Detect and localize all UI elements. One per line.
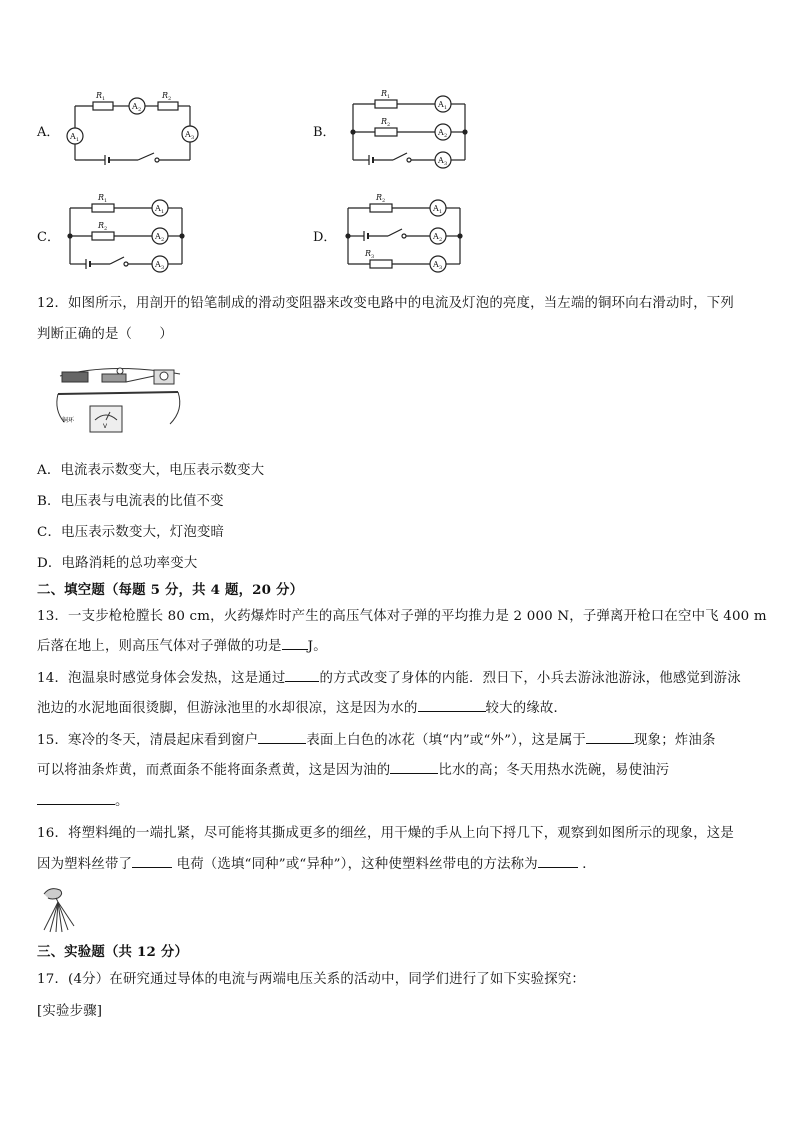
label-r1-sub: 1 (104, 198, 108, 204)
q15-line2 (37, 759, 669, 778)
label-r2: R (162, 91, 169, 100)
q14-line1-text-b: 的方式改变了身体的内能．烈日下，小兵去游泳池游泳，他感觉到游泳 (319, 671, 741, 686)
circuit-diagram-c (62, 190, 192, 274)
q15-blank-2[interactable] (586, 731, 634, 744)
q15-line1 (37, 729, 716, 748)
section-2-title: 二、填空题（每题 5 分，共 4 题，20 分） (37, 582, 304, 598)
q13-line1: 13．一支步枪枪膛长 80 cm，火药爆炸时产生的高压气体对子弹的平均推力是 2 000 N，子弹离开枪口在空中飞 400 m (37, 609, 767, 624)
q12-option-b: B．电压表与电流表的比值不变 (37, 494, 224, 509)
label-a3: A (433, 260, 439, 269)
label-a3-sub: 3 (191, 135, 195, 141)
label-r2: R (376, 193, 383, 202)
q12-stem-line2: 判断正确的是（ ） (37, 327, 173, 342)
label-r2-sub: 2 (104, 226, 108, 232)
label-a3: A (155, 260, 161, 269)
label-r2-sub: 2 (387, 122, 391, 128)
q16-line2-text-a: 因为塑料丝带了 (37, 857, 133, 872)
label-a1-sub: 1 (161, 209, 165, 215)
q14-line1-text-a: 14．泡温泉时感觉身体会发热，这是通过 (37, 671, 286, 686)
label-a2: A (433, 232, 439, 241)
q16-line2 (37, 853, 596, 872)
q15-line1-text-a: 15．寒冷的冬天，清晨起床看到窗户 (37, 733, 259, 748)
label-r1: R (381, 89, 388, 98)
label-r1-sub: 1 (102, 96, 106, 102)
label-r1: R (98, 193, 105, 202)
q17-line2: [实验步骤] (37, 1004, 103, 1019)
label-a1: A (433, 204, 439, 213)
q13-unit: J。 (307, 639, 327, 654)
circuit-diagram-b (345, 86, 475, 170)
q15-line3 (37, 790, 129, 809)
label-a1-sub: 1 (76, 137, 80, 143)
label-a1-sub: 1 (444, 105, 448, 111)
q12-option-c: C．电压表示数变大，灯泡变暗 (37, 525, 225, 540)
q14-blank-2[interactable] (418, 699, 486, 712)
q16-line2-text-c: ． (577, 857, 596, 872)
label-a3-sub: 3 (161, 265, 165, 271)
option-b-letter: B． (313, 125, 336, 140)
label-a2-sub: 2 (439, 237, 443, 243)
q14-line2-text-b: 较大的缘故． (485, 701, 568, 716)
label-copper-ring: 铜环 (62, 417, 75, 424)
section-3-title: 三、实验题（共 12 分） (37, 944, 189, 960)
label-a3-sub: 3 (439, 265, 443, 271)
label-voltmeter: V (103, 423, 108, 430)
q17-line1: 17．(4分）在研究通过导体的电流与两端电压关系的活动中，同学们进行了如下实验探究： (37, 972, 586, 987)
q14-line2 (37, 697, 567, 716)
label-r2: R (381, 117, 388, 126)
q15-blank-4[interactable] (37, 792, 115, 805)
label-r3: R (365, 249, 372, 258)
plastic-strands-figure (38, 884, 78, 938)
q15-line1-text-b: 表面上白色的冰花（填“内”或“外”），这是属于 (306, 733, 587, 748)
label-r3-sub: 3 (371, 254, 375, 260)
q13-line2-text: 后落在地上，则高压气体对子弹做的功是 (37, 639, 282, 654)
q16-line1: 16．将塑料绳的一端扎紧，尽可能将其撕成更多的细丝，用干燥的手从上向下捋几下，观察到如图所示的现象，这是 (37, 826, 734, 841)
q15-line3-text: 。 (115, 794, 129, 809)
label-a1: A (438, 100, 444, 109)
q12-stem-line1: 12．如图所示，用剖开的铅笔制成的滑动变阻器来改变电路中的电流及灯泡的亮度，当左端的铜环向右滑动时，下列 (37, 296, 734, 311)
label-a2-sub: 2 (444, 133, 448, 139)
label-r2: R (98, 221, 105, 230)
q15-line2-text-b: 比水的高；冬天用热水洗碗，易使油污 (438, 763, 670, 778)
q14-blank-1[interactable] (285, 669, 319, 682)
q13-answer-blank[interactable] (282, 637, 308, 650)
q16-blank-1[interactable] (132, 855, 172, 868)
q14-line2-text-a: 池边的水泥地面很烫脚，但游泳池里的水却很凉，这是因为水的 (37, 701, 418, 716)
label-a2-sub: 2 (161, 237, 165, 243)
option-d-letter: D． (313, 230, 337, 245)
label-a3-sub: 3 (444, 161, 448, 167)
label-a2-sub: 2 (138, 107, 142, 113)
q16-blank-2[interactable] (538, 855, 578, 868)
q15-blank-3[interactable] (390, 761, 438, 774)
q15-line2-text-a: 可以将油条炸黄，而煮面条不能将面条煮黄，这是因为油的 (37, 763, 391, 778)
label-a3: A (185, 130, 191, 139)
label-r2-sub: 2 (168, 96, 172, 102)
label-a1: A (155, 204, 161, 213)
label-r1-sub: 1 (387, 94, 391, 100)
q13-line2 (37, 635, 327, 654)
label-a1-sub: 1 (439, 209, 443, 215)
label-r2-sub: 2 (382, 198, 386, 204)
label-a3: A (438, 156, 444, 165)
q12-option-a: A．电流表示数变大，电压表示数变大 (37, 463, 265, 478)
q15-line1-text-c: 现象；炸油条 (634, 733, 716, 748)
q16-line2-text-b: 电荷（选填“同种”或“异种”），这种使塑料丝带电的方法称为 (172, 857, 538, 872)
circuit-diagram-a (60, 88, 210, 168)
label-a2: A (155, 232, 161, 241)
q14-line1 (37, 667, 741, 686)
circuit-diagram-d (340, 190, 470, 274)
option-c-letter: C． (37, 230, 60, 245)
q12-option-d: D．电路消耗的总功率变大 (37, 556, 198, 571)
q15-blank-1[interactable] (258, 731, 306, 744)
label-a2: A (438, 128, 444, 137)
q12-figure (50, 360, 190, 444)
label-r1: R (96, 91, 103, 100)
label-a1: A (70, 132, 76, 141)
option-a-letter: A． (37, 125, 60, 140)
label-a2: A (132, 102, 138, 111)
